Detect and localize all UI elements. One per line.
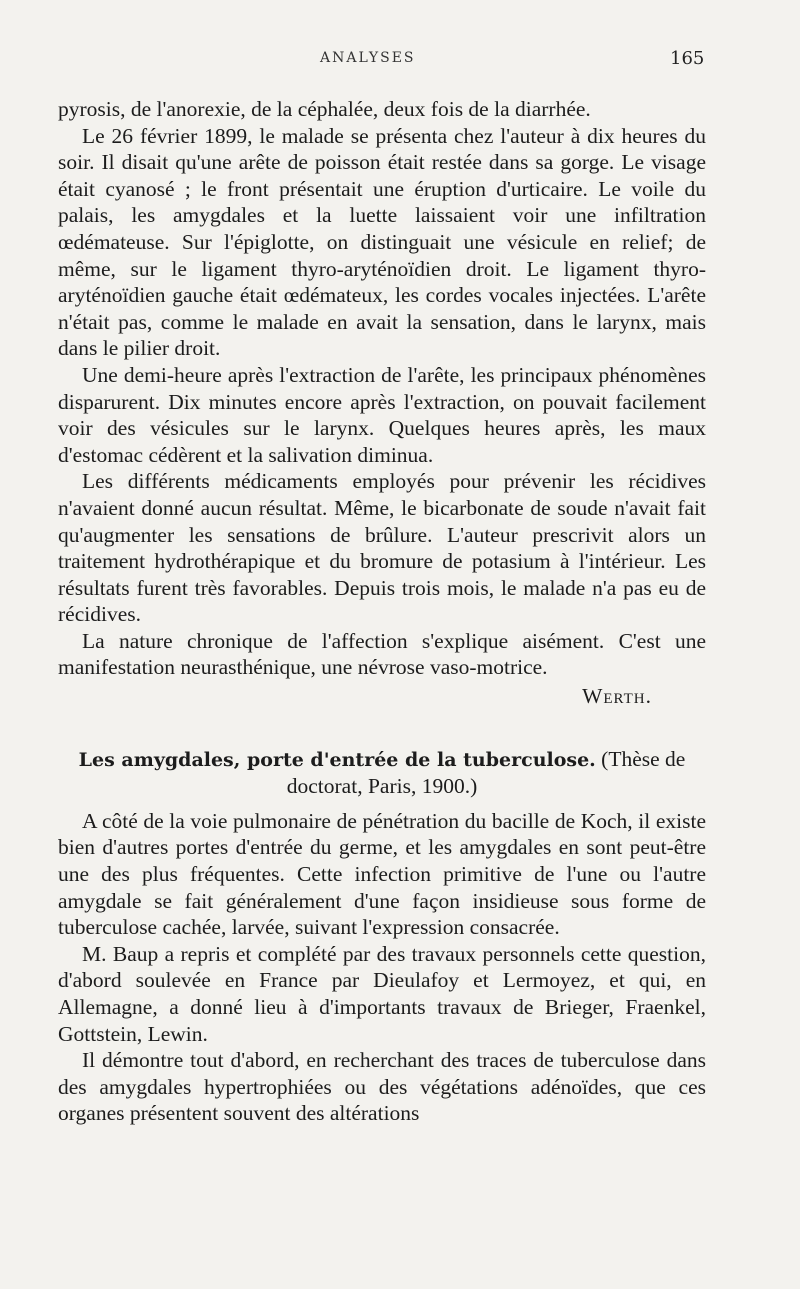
author-signature: Werth. bbox=[582, 684, 652, 709]
review-two bbox=[58, 746, 706, 1127]
article-citation: (Thèse de doctorat, Paris, 1900.) bbox=[286, 746, 686, 799]
paragraph: pyrosis, de l'anorexie, de la céphalée, deux fois de la diarrhée. bbox=[58, 97, 591, 121]
article-title: Les amygdales, porte d'entrée de la tuberculose. bbox=[78, 748, 596, 771]
paragraph: A côté de la voie pulmonaire de pénétration du bacille de Koch, il existe bien d'autres portes d'entrée du germe, et les amygdales en sont peut-être une des plus fréquentes. Cette infection primitive de l'une ou l'autre amygdale se fait généralement d'une façon insidieuse sous forme de tuberculose cachée, larvée, suivant l'expression consacrée. bbox=[58, 808, 706, 940]
paragraph: Une demi-heure après l'extraction de l'arête, les principaux phénomènes disparurent. Dix minutes encore après l'extraction, on pouvait facilement voir des vésicules sur le larynx. Quelques heures après, les maux d'estomac cédèrent et la salivation diminua. bbox=[58, 362, 706, 467]
running-title: ANALYSES bbox=[320, 50, 416, 66]
page-number: 165 bbox=[670, 48, 705, 69]
review-one bbox=[58, 96, 706, 710]
article-heading bbox=[58, 746, 706, 800]
running-header bbox=[0, 50, 800, 74]
paragraph: Le 26 février 1899, le malade se présenta chez l'auteur à dix heures du soir. Il disait qu'une arête de poisson était restée dans sa gorge. Le visage était cyanosé ; le front présentait une éruption d'urticaire. Le voile du palais, les amygdales et la luette laissaient voir une infiltration œdémateuse. Sur l'épiglotte, on distinguait une vésicule en relief; de même, sur le ligament thyro-aryténoïdien droit. Le ligament thyro-aryténoïdien gauche était œdémateux, les cordes vocales injectées. L'arête n'était pas, comme le malade en avait la sensation, dans le larynx, mais dans le pilier droit. bbox=[58, 123, 706, 361]
page-body bbox=[58, 96, 706, 1127]
paragraph: M. Baup a repris et complété par des travaux personnels cette question, d'abord soulevée en France par Dieulafoy et Lermoyez, et qui, en Allemagne, a donné lieu à d'importants travaux de Brieger, Fraenkel, Gottstein, Lewin. bbox=[58, 941, 706, 1046]
paragraph: Il démontre tout d'abord, en recherchant des traces de tuberculose dans des amygdales hypertrophiées ou des végétations adénoïdes, que ces organes présentent souvent des altérations bbox=[58, 1048, 706, 1126]
paragraph: Les différents médicaments employés pour prévenir les récidives n'avaient donné aucun résultat. Même, le bicarbonate de soude n'avait fait qu'augmenter les sensations de brûlure. L'auteur prescrivit alors un traitement hydrothérapique et du bromure de potasium à l'intérieur. Les résultats furent très favorables. Depuis trois mois, le malade n'a pas eu de récidives. bbox=[58, 469, 706, 627]
article-body bbox=[58, 808, 706, 1127]
paragraph: La nature chronique de l'affection s'explique aisément. C'est une manifestation neurasthénique, une névrose vaso-motrice. bbox=[58, 628, 706, 680]
